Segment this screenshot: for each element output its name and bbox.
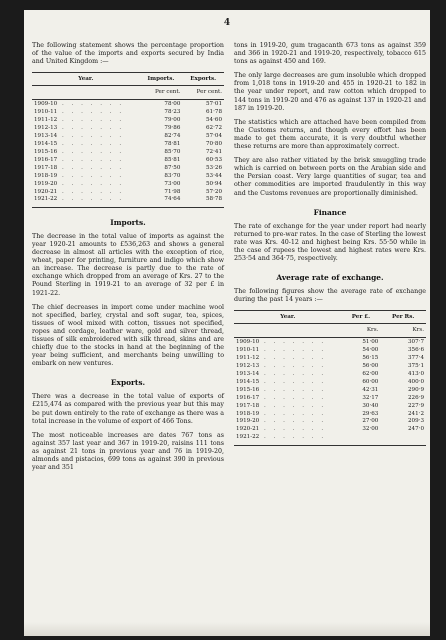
value-cell: 53·44 (205, 172, 222, 179)
table-row (32, 140, 224, 148)
leader-dots: . . . . . . . (259, 434, 327, 441)
year-label: 1916-17 (34, 156, 58, 163)
unit-imports: Per cent. (140, 86, 183, 100)
year-label: 1919-20 (34, 180, 58, 187)
value-cell (380, 434, 426, 442)
value-cell: 82·74 (164, 132, 181, 139)
table-row (32, 124, 224, 132)
value-cell: 62·72 (205, 124, 222, 131)
year-label: 1914-15 (34, 140, 58, 147)
value-cell: 62·00 (362, 370, 379, 377)
left-intro-paragraph: The following statement shows the percentage proportion of the value of the imports and exports secured by India and United Kingdom :— (32, 42, 224, 66)
col-header-per-rupee: Per Rs. (380, 311, 426, 324)
page-number: 4 (223, 18, 231, 28)
exchange-rate-table (234, 310, 426, 446)
table-row (32, 188, 224, 196)
scan-shadow (24, 622, 430, 636)
value-cell: 60·53 (205, 156, 222, 163)
year-label: 1920-21 (34, 188, 58, 195)
value-cell: 54·00 (362, 346, 379, 353)
table-row (32, 180, 224, 188)
value-cell: 78·00 (164, 100, 181, 107)
imports-paragraph-1: The decrease in the total value of imports as against the year 1920-21 amounts to £536,263 and shows a general decrease in almost all articles with the exception of rice, wheat, paper for printing, furniture and indigo which show an increase. The decrease is partly due to the rate of exchange which dropped from an average of Krs. 27 to the Pound Sterling in 1919-21 to an average of 32 per £ in 1921-22. (32, 232, 224, 297)
value-cell: 72·41 (205, 148, 222, 155)
table-row (234, 402, 426, 410)
year-label: 1918-19 (34, 172, 58, 179)
value-cell: 83·70 (164, 172, 181, 179)
unit-per-pound: Krs. (342, 324, 381, 338)
col-header-year: Year. (234, 311, 342, 324)
unit-per-rupee: Krs. (380, 324, 426, 338)
year-label: 1913-14 (34, 132, 58, 139)
value-cell: 57·04 (205, 132, 222, 139)
year-cell (32, 124, 140, 132)
year-cell (234, 338, 342, 346)
right-column (234, 42, 426, 446)
year-cell (234, 354, 342, 362)
leader-dots: . . . . . . . (259, 402, 327, 409)
year-label: 1918-19 (236, 410, 260, 417)
table-row (32, 156, 224, 164)
table-row (32, 116, 224, 124)
table-row (32, 164, 224, 172)
year-cell (32, 180, 140, 188)
value-cell: 78·81 (164, 140, 181, 147)
col-header-per-pound: Per £. (342, 311, 381, 324)
value-cell: 79·00 (164, 116, 181, 123)
value-cell: 32·00 (362, 426, 379, 433)
year-cell (234, 386, 342, 394)
exports-paragraph-2: The most noticeable increases are dates 767 tons as against 357 last year and 367 in 1919-20, raisins 111 tons as against 21 tons in previous year and 76 in 1919-20, almonds and pistacios, 699 tons as against 390 in previous year and 351 (32, 431, 224, 472)
leader-dots: . . . . . . . (259, 338, 327, 345)
value-cell: 57·20 (205, 188, 222, 195)
leader-dots: . . . . . . . (57, 180, 125, 187)
value-cell: 30·40 (362, 402, 379, 409)
table-row (234, 426, 426, 434)
leader-dots: . . . . . . . (259, 346, 327, 353)
year-cell (234, 394, 342, 402)
value-cell: 79·86 (164, 124, 181, 131)
value-cell: 85·81 (164, 156, 181, 163)
value-cell: 413·0 (407, 370, 424, 377)
value-cell: 54·60 (205, 116, 222, 123)
right-paragraph-3: The statistics which are attached have been compiled from the Customs returns, and though every effort has been made to get them accurate, it is very doubtful whether these returns are more than approximately correct. (234, 118, 426, 151)
exports-paragraph-1: There was a decrease in the total value of exports of £215,474 as compared with the previous year but this may be put down entirely to the rate of exchange as there was a total increase in the volume of export of 466 Tons. (32, 393, 224, 425)
value-cell: 32·17 (362, 394, 379, 401)
table-bottom-rule (234, 442, 426, 446)
exports-heading: Exports. (110, 378, 146, 388)
value-cell: 209·3 (407, 418, 424, 425)
leader-dots: . . . . . . . (57, 116, 125, 123)
unit-row (234, 324, 426, 338)
year-label: 1921-22 (236, 434, 260, 441)
value-cell: 356·6 (407, 346, 424, 353)
year-label: 1910-11 (236, 346, 260, 353)
year-cell (32, 140, 140, 148)
value-cell: 241·2 (407, 410, 424, 417)
value-cell: 226·9 (407, 394, 424, 401)
leader-dots: . . . . . . . (259, 394, 327, 401)
table-row (234, 338, 426, 346)
value-cell: 57·01 (205, 100, 222, 107)
value-cell: 377·4 (407, 354, 424, 361)
year-cell (32, 132, 140, 140)
value-cell: 56·00 (362, 362, 379, 369)
leader-dots: . . . . . . . (57, 148, 125, 155)
value-cell: 247·0 (407, 426, 424, 433)
finance-paragraph: The rate of exchange for the year under report had nearly returned to pre-war rates. In the case of Sterling the lowest rate was Krs. 40-12 and highest being Krs. 55·50 while in the case of rupees the lowest and highest rates were Krs. 253·54 and 364·75, respectively. (234, 222, 426, 262)
year-label: 1910-11 (34, 108, 58, 115)
right-paragraph-2: The only large decreases are gum insoluble which dropped from 1,018 tons in 1919-20 and 455 in 1920-21 to 182 in the year under report, and raw cotton which dropped to 144 tons in 1919-20 and 476 as against 137 in 1920-21 and 187 in 1919-20. (234, 72, 426, 112)
unit-exports: Per cent. (182, 86, 224, 100)
col-header-year: Year. (32, 73, 140, 86)
year-label: 1919-20 (236, 418, 260, 425)
leader-dots: . . . . . . . (259, 418, 327, 425)
finance-heading: Finance (313, 207, 347, 217)
document-page (24, 10, 430, 636)
year-label: 1909-10 (236, 338, 260, 345)
table-row (234, 378, 426, 386)
table-row (32, 108, 224, 116)
table-bottom-rule (32, 204, 224, 208)
year-cell (234, 346, 342, 354)
leader-dots: . . . . . . . (259, 354, 327, 361)
table-row (32, 148, 224, 156)
col-header-imports: Imports. (140, 73, 183, 86)
value-cell: 53·26 (205, 164, 222, 171)
leader-dots: . . . . . . . (259, 370, 327, 377)
value-cell: 42·31 (362, 386, 379, 393)
year-label: 1917-18 (34, 164, 58, 171)
value-cell: 50·94 (205, 180, 222, 187)
year-cell (234, 402, 342, 410)
year-cell (234, 410, 342, 418)
year-cell (32, 188, 140, 196)
year-cell (32, 148, 140, 156)
leader-dots: . . . . . . . (57, 140, 125, 147)
year-cell (32, 116, 140, 124)
leader-dots: . . . . . . . (259, 410, 327, 417)
table-row (32, 196, 224, 204)
year-label: 1912-13 (236, 362, 260, 369)
value-cell: 73·00 (164, 180, 181, 187)
value-cell: 61·78 (205, 108, 222, 115)
table-row (234, 386, 426, 394)
imports-paragraph-2: The chief decreases in import come under machine wool not specified, barley, crystal and soft sugar, tea, spices, tissues of wool mixed with cotton, tissues not specified, ropes and cordage, leather ware, gold and silver thread, tissues of silk embroidered with silk thread, skins and are chiefly due to the stocks in hand at the beginning of the year being sufficient, and merchants being unwilling to embark on new ventures. (32, 303, 224, 368)
right-paragraph-4: They are also rather vitiated by the brisk smuggling trade which is carried on between ports on the Arabian side and the Persian coast. Very large quantities of sugar, tea and other commodities are imported fraudulently in this way and the Customs revenues are proportionally diminished. (234, 157, 426, 197)
value-cell: 70·80 (205, 140, 222, 147)
value-cell: 307·7 (407, 338, 424, 345)
value-cell: 60·00 (362, 378, 379, 385)
leader-dots: . . . . . . . (57, 124, 125, 131)
value-cell: 58·78 (205, 196, 222, 203)
value-cell (342, 434, 381, 442)
year-cell (32, 164, 140, 172)
leader-dots: . . . . . . . (259, 386, 327, 393)
year-label: 1920-21 (236, 426, 260, 433)
value-cell: 27·00 (362, 418, 379, 425)
year-cell (32, 196, 140, 204)
table-row (234, 354, 426, 362)
table-row (32, 100, 224, 108)
value-cell: 78·23 (164, 108, 181, 115)
value-cell: 85·70 (164, 148, 181, 155)
year-label: 1911-12 (34, 116, 58, 123)
unit-row (32, 86, 224, 100)
leader-dots: . . . . . . . (57, 172, 125, 179)
leader-dots: . . . . . . . (259, 426, 327, 433)
table-row (234, 394, 426, 402)
col-header-exports: Exports. (182, 73, 224, 86)
leader-dots: . . . . . . . (57, 196, 125, 203)
year-cell (234, 362, 342, 370)
table-row (234, 418, 426, 426)
year-cell (32, 172, 140, 180)
year-cell (32, 100, 140, 108)
value-cell: 290·9 (407, 386, 424, 393)
year-label: 1915-16 (236, 386, 260, 393)
value-cell: 87·50 (164, 164, 181, 171)
year-label: 1917-18 (236, 402, 260, 409)
table-row (234, 346, 426, 354)
leader-dots: . . . . . . . (259, 378, 327, 385)
year-label: 1914-15 (236, 378, 260, 385)
average-exchange-intro: The following figures show the average rate of exchange during the past 14 years :— (234, 288, 426, 304)
table-row (32, 172, 224, 180)
value-cell: 56·15 (362, 354, 379, 361)
value-cell: 227·9 (407, 402, 424, 409)
year-label: 1909-10 (34, 100, 58, 107)
year-cell (234, 370, 342, 378)
exchange-table-body (234, 324, 426, 446)
value-cell: 29·63 (362, 410, 379, 417)
table-row (234, 370, 426, 378)
right-paragraph-1: tons in 1919-20, gum tragacanth 673 tons as against 359 and 366 in 1920-21 and 1919-20, respectively, tobacco 615 tons as against 450 and 169. (234, 42, 426, 66)
leader-dots: . . . . . . . (57, 164, 125, 171)
table-row (234, 362, 426, 370)
year-label: 1911-12 (236, 354, 260, 361)
leader-dots: . . . . . . . (57, 156, 125, 163)
year-label: 1915-16 (34, 148, 58, 155)
year-cell (32, 108, 140, 116)
leader-dots: . . . . . . . (57, 108, 125, 115)
leader-dots: . . . . . . . (57, 100, 125, 107)
value-cell: 74·64 (164, 196, 181, 203)
value-cell: 71·98 (164, 188, 181, 195)
table-row (234, 434, 426, 442)
value-cell: 375·1 (407, 362, 424, 369)
left-column (32, 42, 224, 478)
year-label: 1921-22 (34, 196, 58, 203)
year-label: 1913-14 (236, 370, 260, 377)
leader-dots: . . . . . . . (57, 188, 125, 195)
value-cell: 400·0 (407, 378, 424, 385)
leader-dots: . . . . . . . (259, 362, 327, 369)
table-row (234, 410, 426, 418)
year-cell (234, 378, 342, 386)
year-cell (234, 434, 342, 442)
value-cell: 51·00 (362, 338, 379, 345)
year-cell (234, 426, 342, 434)
imports-heading: Imports. (110, 217, 146, 227)
average-exchange-heading: Average rate of exchange. (276, 273, 384, 283)
year-cell (234, 418, 342, 426)
leader-dots: . . . . . . . (57, 132, 125, 139)
imports-exports-percentage-table (32, 72, 224, 208)
year-label: 1916-17 (236, 394, 260, 401)
year-label: 1912-13 (34, 124, 58, 131)
percentage-table-body (32, 86, 224, 208)
table-row (32, 132, 224, 140)
year-cell (32, 156, 140, 164)
